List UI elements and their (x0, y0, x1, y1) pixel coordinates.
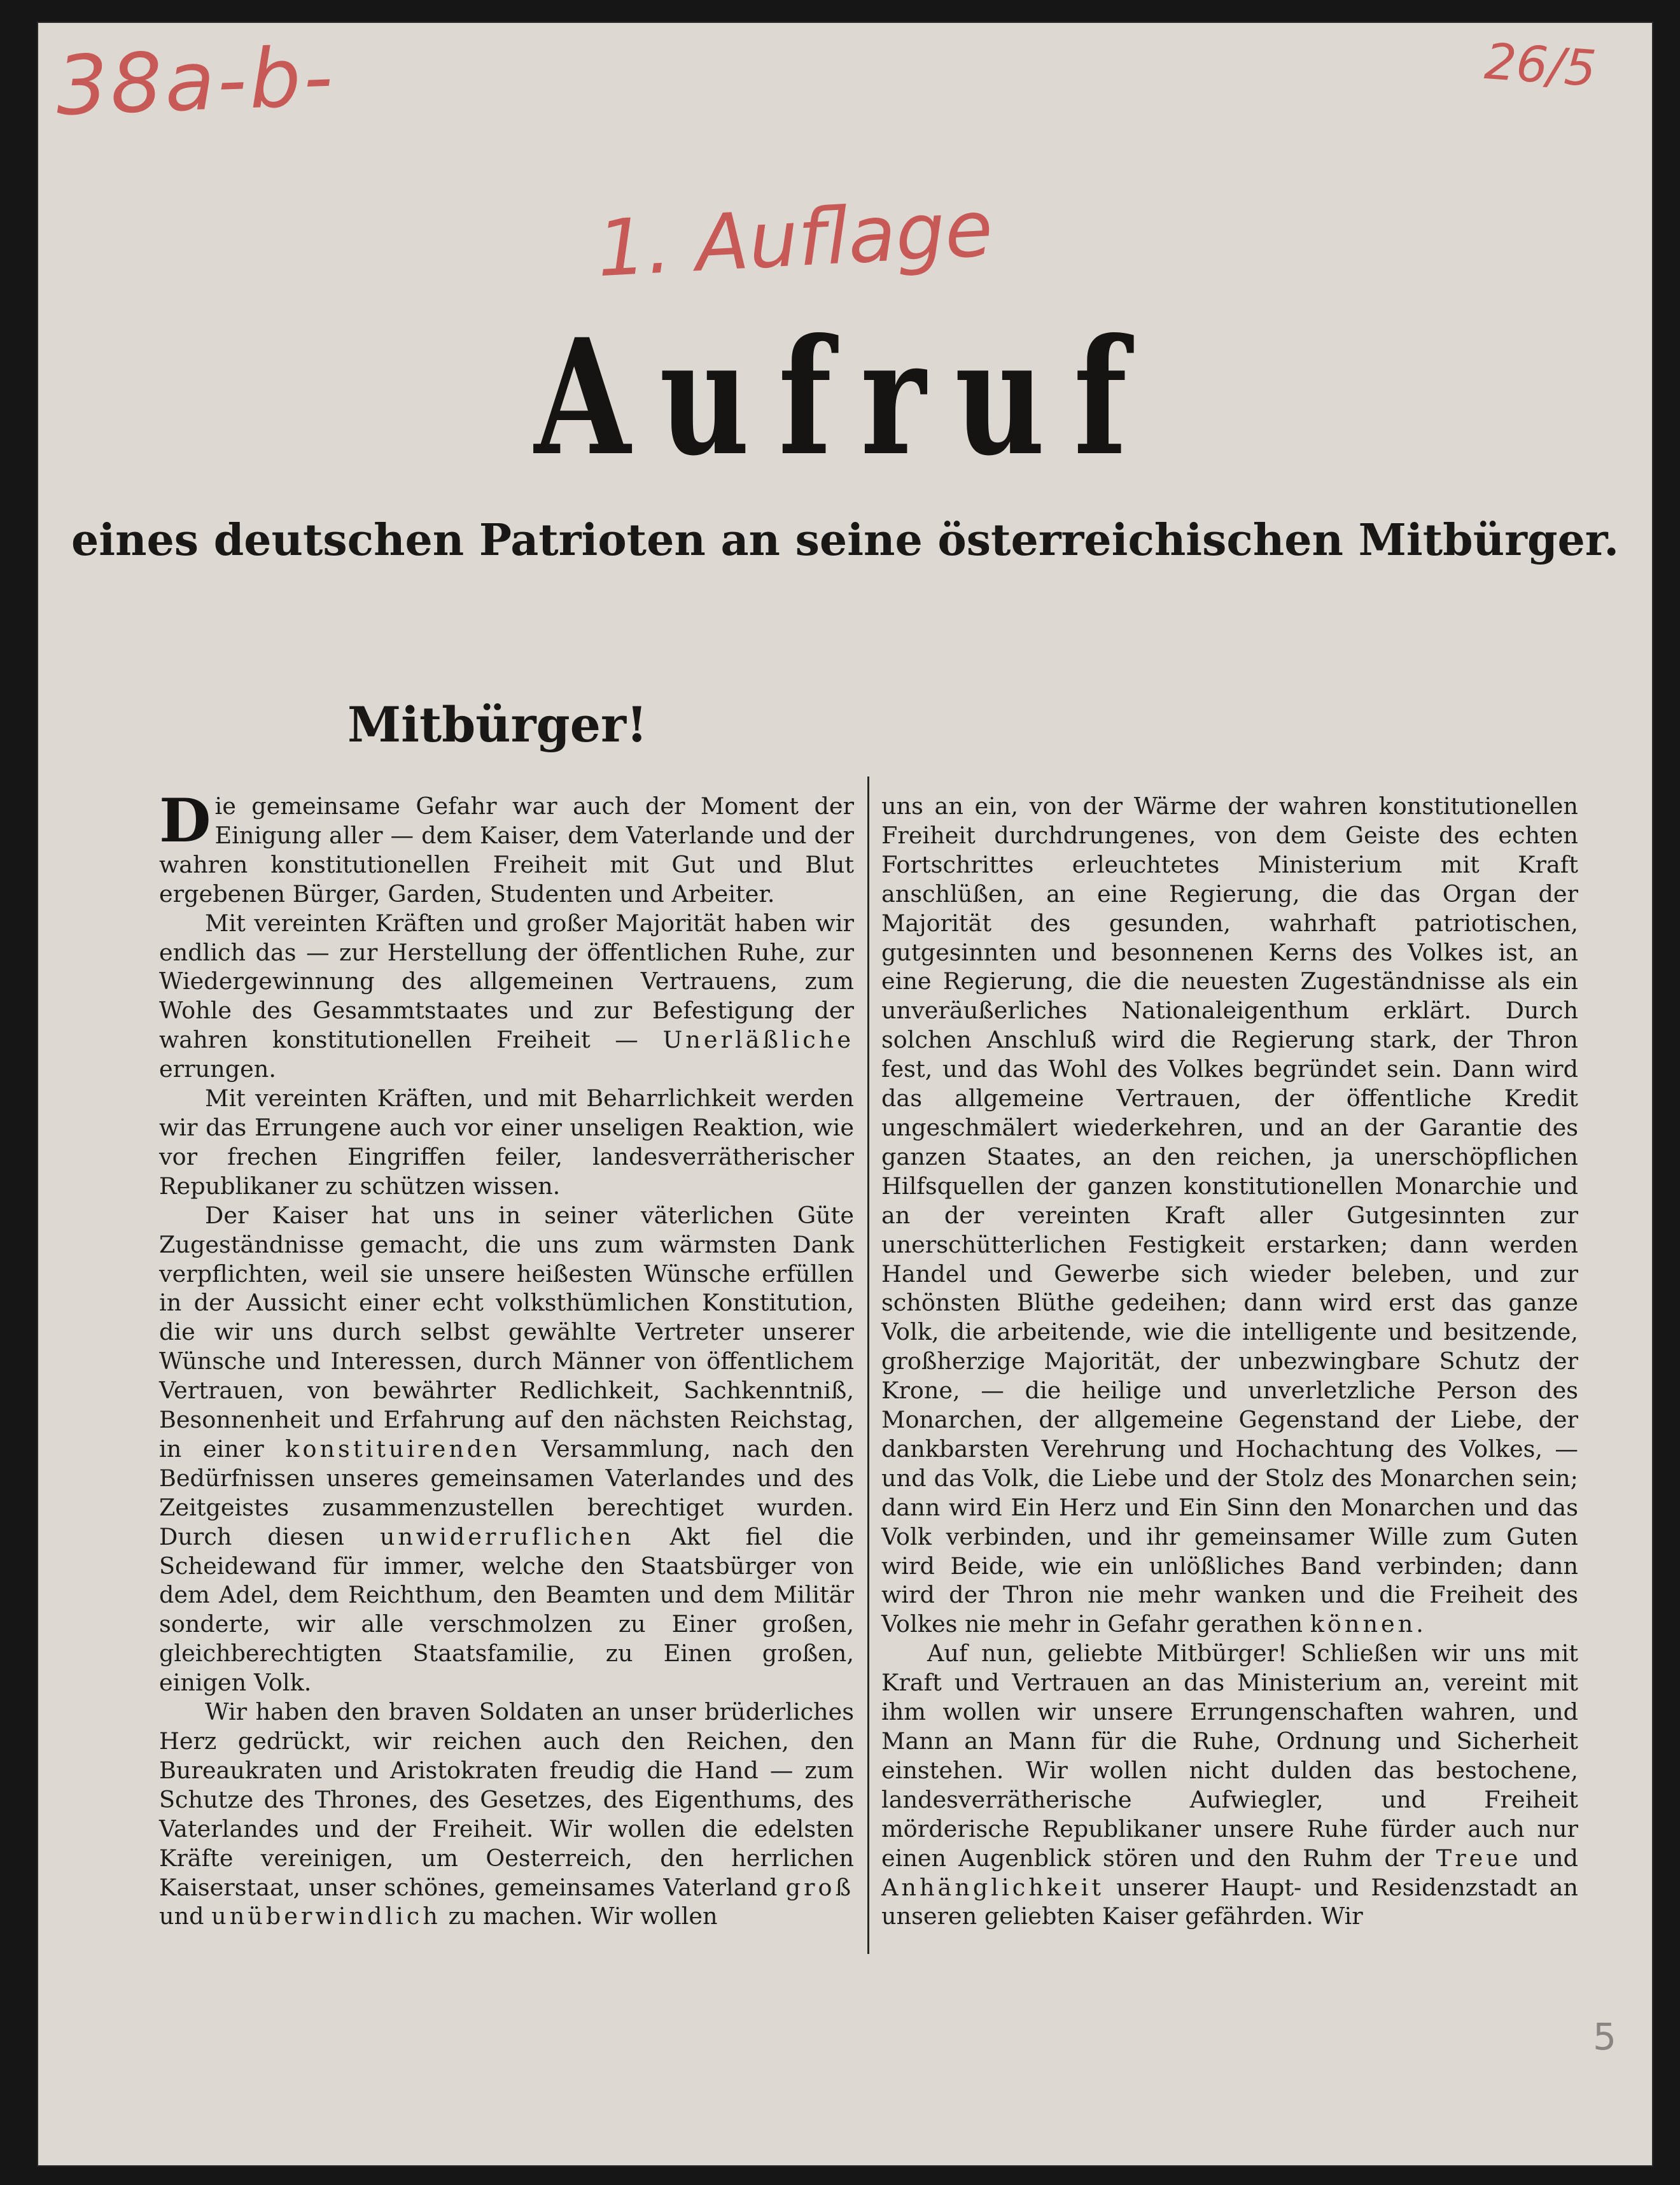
column-divider (867, 776, 869, 1954)
folio-annotation: 26/5 (1482, 32, 1598, 99)
paragraph-2 (159, 909, 854, 1084)
paragraph-5-emphasis-1: groß (785, 1873, 854, 1901)
paragraph-5-text-b: und (159, 1902, 204, 1930)
paragraph-5-emphasis-2: unüberwindlich (211, 1902, 441, 1930)
paragraph-4-text-a: Der Kaiser hat uns in seiner väterlichen Güte Zugeständnisse gemacht, die uns zum wärmsten Dank verpflichten, weil sie unsere heißesten Wünsche erfüllen in der Aussicht einer echt volksthümlichen Konstitution, die wir uns durch selbst gewählte Vertreter unserer Wünsche und Interessen, durch Männer von öffentlichem Vertrauen, von bewährter Redlichkeit, Sachkenntniß, Besonnenheit und Erfahrung auf den nächsten Reichstag, in einer (159, 1201, 854, 1463)
paragraph-3-text: Mit vereinten Kräften, und mit Beharrlichkeit werden wir das Errungene auch vor einer unseligen Reaktion, wie vor frechen Eingriffen feiler, landesverrätherischer Republikaner zu schützen wissen. (159, 1085, 854, 1200)
shelf-mark-annotation: 38a-b- (54, 29, 337, 134)
paragraph-6-text-a: uns an ein, von der Wärme der wahren konstitutionellen Freiheit durchdrungenes, von dem Geiste des echten Fortschrittes erleuchtetes Ministerium mit Kraft anschlüßen, an eine Regierung, die das Organ der Majorität des gesunden, wahrhaft patriotischen, gutgesinnten und besonnenen Kerns des Volkes ist, an eine Regierung, die die neuesten Zugeständnisse als ein unveräußerliches Nationaleigenthum erklärt. Durch solchen Anschluß wird die Regierung stark, der Thron fest, und das Wohl des Volkes begründet sein. Dann wird das allgemeine Vertrauen, der öffentliche Kredit ungeschmälert wiederkehren, und an der Garantie des ganzen Staates, an den reichen, ja unerschöpflichen Hilfsquellen der ganzen konstitutionellen Monarchie und an der vereinten Kraft aller Gutgesinnten zur unerschütterlichen Festigkeit erstarken; dann werden Handel und Gewerbe sich wieder beleben, und zur schönsten Blüthe gedeihen; dann wird erst das ganze Volk, die arbeitende, wie die intelligente und besitzende, großherzige Majorität, der unbezwingbare Schutz der Krone, — die heilige und unverletzliche Person des Monarchen, der allgemeine Gegenstand der Liebe, der dankbarsten Verehrung und Hochachtung des Volkes, — und das Volk, die Liebe und der Stolz des Monarchen sein; dann wird Ein Herz und Ein Sinn den Monarchen und das Volk verbinden, und ihr gemeinsamer Wille zum Guten wird Beide, wie ein unlößliches Band verbinden; dann wird der Thron nie mehr wanken und die Freiheit des Volkes nie mehr in Gefahr gerathen (881, 792, 1578, 1638)
paragraph-2-emphasis: Unerläßliche (662, 1026, 854, 1054)
document-title: Aufruf (534, 304, 1156, 491)
right-text-column (881, 792, 1578, 1931)
paragraph-4-emphasis-2: unwiderruflichen (379, 1522, 634, 1550)
document-subtitle: eines deutschen Patrioten an seine österreichischen Mitbürger. (71, 515, 1620, 566)
edition-annotation: 1. Auflage (594, 183, 995, 295)
paragraph-7 (881, 1639, 1578, 1931)
paragraph-7-text-c: unserer Haupt- und Residenzstadt an unseren geliebten Kaiser gefährden. Wir (881, 1873, 1578, 1930)
paragraph-1-text: ie gemeinsame Gefahr war auch der Moment der Einigung aller — dem Kaiser, dem Vaterlande und der wahren konstitutionellen Freiheit mit Gut und Blut ergebenen Bürger, Garden, Studenten und Arbeiter. (159, 792, 854, 908)
paragraph-1 (159, 786, 854, 909)
paragraph-5 (159, 1697, 854, 1931)
paragraph-4 (159, 1201, 854, 1697)
drop-cap: D (159, 786, 211, 856)
paragraph-7-text-b: und (1533, 1844, 1578, 1872)
paragraph-4-text-b: Versammlung, nach den Bedürfnissen unseres gemeinsamen Vaterlandes und des Zeitgeistes zusammenzustellen berechtiget wurden. Durch diesen (159, 1435, 854, 1550)
paragraph-7-emphasis-2: Anhänglichkeit (881, 1873, 1104, 1901)
paragraph-4-emphasis-1: konstituirenden (285, 1435, 521, 1463)
paragraph-3 (159, 1084, 854, 1201)
paragraph-2-text-a: Mit vereinten Kräften und großer Majorität haben wir endlich das — zur Herstellung der öffentlichen Ruhe, zur Wiedergewinnung des allgemeinen Vertrauens, zum Wohle des Gesammtstaates und zur Befestigung der wahren konstitutionellen Freiheit — (159, 909, 854, 1054)
paragraph-5-text-a: Wir haben den braven Soldaten an unser brüderliches Herz gedrückt, wir reichen auch den Reichen, den Bureaukraten und Aristokraten freudig die Hand — zum Schutze des Thrones, des Gesetzes, des Eigenthums, des Vaterlandes und der Freiheit. Wir wollen die edelsten Kräfte vereinigen, um Oesterreich, den herrlichen Kaiserstaat, unser schönes, gemeinsames Vaterland (159, 1698, 854, 1901)
paragraph-6-emphasis: können. (1310, 1610, 1427, 1638)
paragraph-2-text-b: errungen. (159, 1055, 276, 1083)
document-sheet (37, 22, 1653, 2167)
paragraph-7-emphasis-1: Treue (1436, 1844, 1522, 1872)
paragraph-7-text-a: Auf nun, geliebte Mitbürger! Schließen wir uns mit Kraft und Vertrauen an das Ministerium an, vereint mit ihm wollen wir unsere Errungenschaften wahren, und Mann an Mann für die Ruhe, Ordnung und Sicherheit einstehen. Wir wollen nicht dulden das bestochene, landesverrätherische Aufwiegler, und Freiheit mörderische Republikaner unsere Ruhe fürder auch nur einen Augenblick stören und den Ruhm der (881, 1640, 1578, 1872)
margin-mark: 5 (1593, 2015, 1616, 2058)
salutation-heading: Mitbürger! (347, 696, 648, 753)
paragraph-4-text-c: Akt fiel die Scheidewand für immer, welche den Staatsbürger von dem Adel, dem Reichthum, den Beamten und dem Militär sonderte, wir alle verschmolzen zu Einer großen, gleichberechtigten Staatsfamilie, zu Einen großen, einigen Volk. (159, 1522, 854, 1697)
paragraph-6 (881, 792, 1578, 1639)
left-text-column (159, 786, 854, 1931)
paragraph-5-text-c: zu machen. Wir wollen (448, 1902, 718, 1930)
